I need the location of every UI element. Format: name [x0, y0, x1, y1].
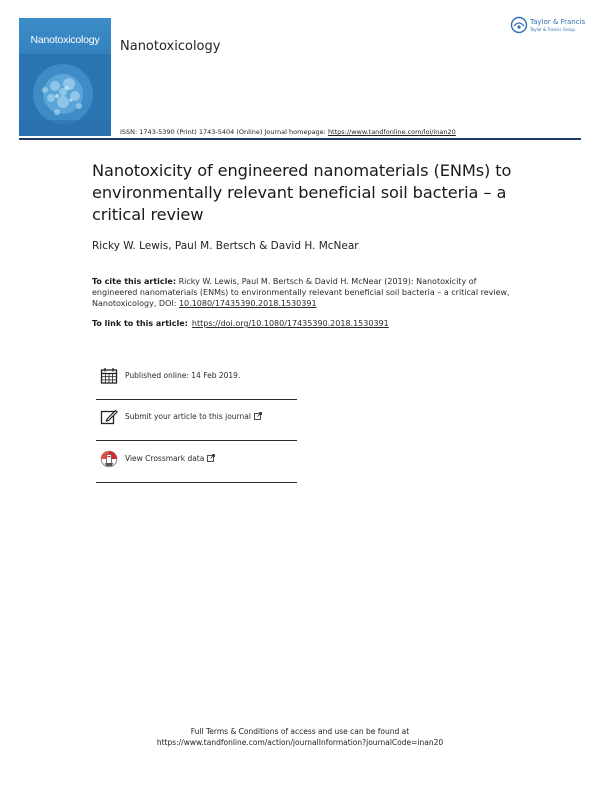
- row-divider: [96, 440, 297, 441]
- edit-icon: [100, 408, 118, 426]
- publisher-name: Taylor & Francis: [530, 18, 586, 26]
- published-row: [96, 367, 297, 397]
- crossmark-row[interactable]: [96, 450, 297, 480]
- header-divider: [19, 138, 581, 140]
- publisher-logo[interactable]: [510, 16, 584, 36]
- crossmark-link[interactable]: [125, 454, 215, 463]
- row-divider: [96, 482, 297, 483]
- submit-article-row[interactable]: [96, 408, 297, 438]
- calendar-icon: [100, 367, 118, 385]
- footer-terms-link[interactable]: https://www.tandfonline.com/action/journalInformation?journalCode=inan20: [156, 738, 444, 747]
- article-title: Nanotoxicity of engineered nanomaterials (ENMs) to environmentally relevant beneficial soil bacteria – a critical review: [92, 161, 512, 224]
- external-link-icon: [207, 454, 215, 462]
- cover-artwork: [19, 54, 111, 136]
- journal-homepage-link[interactable]: https://www.tandfonline.com/loi/inan20: [327, 128, 456, 136]
- link-label: To link to this article:: [92, 319, 188, 328]
- citation-block: [92, 276, 512, 309]
- citation-doi-link[interactable]: 10.1080/17435390.2018.1530391: [178, 299, 317, 308]
- crossmark-label: View Crossmark data: [125, 454, 205, 463]
- publisher-logo-icon: [510, 16, 528, 34]
- article-doi-link[interactable]: https://doi.org/10.1080/17435390.2018.1530391: [191, 319, 389, 328]
- issn-text: ISSN: 1743-5390 (Print) 1743-5404 (Online) Journal homepage:: [120, 128, 328, 136]
- footer-terms-text: Full Terms & Conditions of access and use can be found at: [190, 727, 410, 736]
- footer: [0, 726, 600, 748]
- citation-text: Ricky W. Lewis, Paul M. Bertsch & David H. McNear (2019): Nanotoxicity of engineered nanomaterials (ENMs) to environmentally relevant beneficial soil bacteria – a critical review, Nanotoxicology, DOI:: [92, 277, 510, 308]
- article-authors: Ricky W. Lewis, Paul M. Bertsch & David H. McNear: [92, 240, 359, 252]
- journal-cover-image: [19, 18, 111, 136]
- published-date: Published online: 14 Feb 2019.: [125, 371, 241, 380]
- citation-label: To cite this article:: [92, 277, 177, 286]
- external-link-icon: [254, 412, 262, 420]
- publisher-subtitle: Taylor & Francis Group: [530, 27, 575, 32]
- row-divider: [96, 399, 297, 400]
- article-link-block: [92, 319, 389, 328]
- cover-title: Nanotoxicology: [30, 34, 100, 46]
- submit-article-link[interactable]: [125, 412, 262, 421]
- submit-article-label: Submit your article to this journal: [125, 412, 251, 421]
- crossmark-icon: [100, 450, 118, 468]
- journal-name[interactable]: Nanotoxicology: [120, 39, 221, 54]
- issn-line: [120, 128, 456, 136]
